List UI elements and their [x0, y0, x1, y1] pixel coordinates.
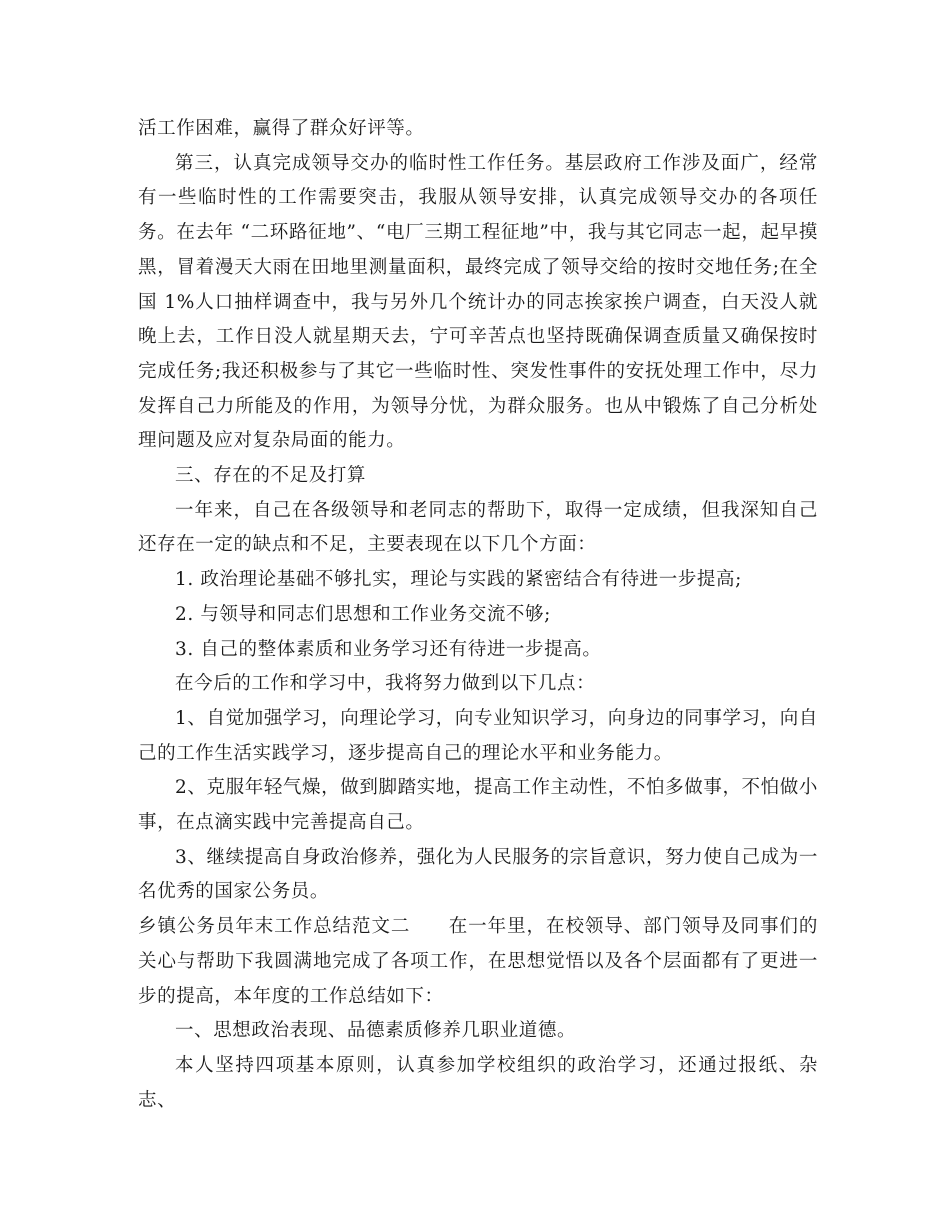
section-lead: 在一年里，在校领导、部门领导及同事们的关心与帮助下我圆满地完成了各项工作，在思想觉悟以及各个层面都有了更进一步的提高，本年度的工作总结如下： [138, 916, 818, 1007]
paragraph-principles: 本人坚持四项基本原则，认真参加学校组织的政治学习，还通过报纸、杂志、 [138, 1054, 818, 1111]
list-item-plan-2: 2、克服年轻气燥，做到脚踏实地，提高工作主动性，不怕多做事，不怕做小事，在点滴实践中完善提高自己。 [138, 777, 818, 834]
paragraph-shortcomings-intro: 一年来，自己在各级领导和老同志的帮助下，取得一定成绩，但我深知自己还存在一定的缺点和不足，主要表现在以下几个方面： [138, 499, 818, 556]
paragraph-continuation: 活工作困难，赢得了群众好评等。 [138, 118, 425, 139]
section-two-paragraph [138, 910, 818, 1014]
list-item-shortcoming-2: 2. 与领导和同志们思想和工作业务交流不够; [175, 603, 551, 625]
paragraph-plans-intro: 在今后的工作和学习中，我将努力做到以下几点： [175, 673, 596, 695]
list-item-shortcoming-3: 3. 自己的整体素质和业务学习还有待进一步提高。 [175, 638, 602, 660]
section-heading: 乡镇公务员年末工作总结范文二 [138, 916, 411, 938]
list-item-plan-3: 3、继续提高自身政治修养，强化为人民服务的宗旨意识，努力使自己成为一名优秀的国家公务员。 [138, 846, 818, 903]
paragraph-third-point: 第三，认真完成领导交办的临时性工作任务。基层政府工作涉及面广，经常有一些临时性的工作需要突击，我服从领导安排，认真完成领导交办的各项任务。在去年 “二环路征地”、“电厂三期工程征地”中，我与其它同志一起，起早摸黑，冒着漫天大雨在田地里测量面积，最终完成了领导交给的按时交地任务;在全国 1%人口抽样调查中，我与另外几个统计办的同志挨家挨户调查，白天没人就晚上去，工作日没人就星期天去，宁可辛苦点也坚持既确保调查质量又确保按时完成任务;我还积极参与了其它一些临时性、突发性事件的安抚处理工作中，尽力发挥自己力所能及的作用，为领导分忧，为群众服务。也从中锻炼了自己分析处理问题及应对复杂局面的能力。 [138, 152, 818, 452]
document-body [138, 112, 818, 1118]
list-item-shortcoming-1: 1. 政治理论基础不够扎实，理论与实践的紧密结合有待进一步提高; [175, 569, 742, 591]
heading-shortcomings: 三、存在的不足及打算 [175, 465, 367, 487]
heading-political-performance: 一、思想政治表现、品德素质修养几职业道德。 [175, 1020, 577, 1042]
list-item-plan-1: 1、自觉加强学习，向理论学习，向专业知识学习，向身边的同事学习，向自己的工作生活实践学习，逐步提高自己的理论水平和业务能力。 [138, 707, 818, 764]
